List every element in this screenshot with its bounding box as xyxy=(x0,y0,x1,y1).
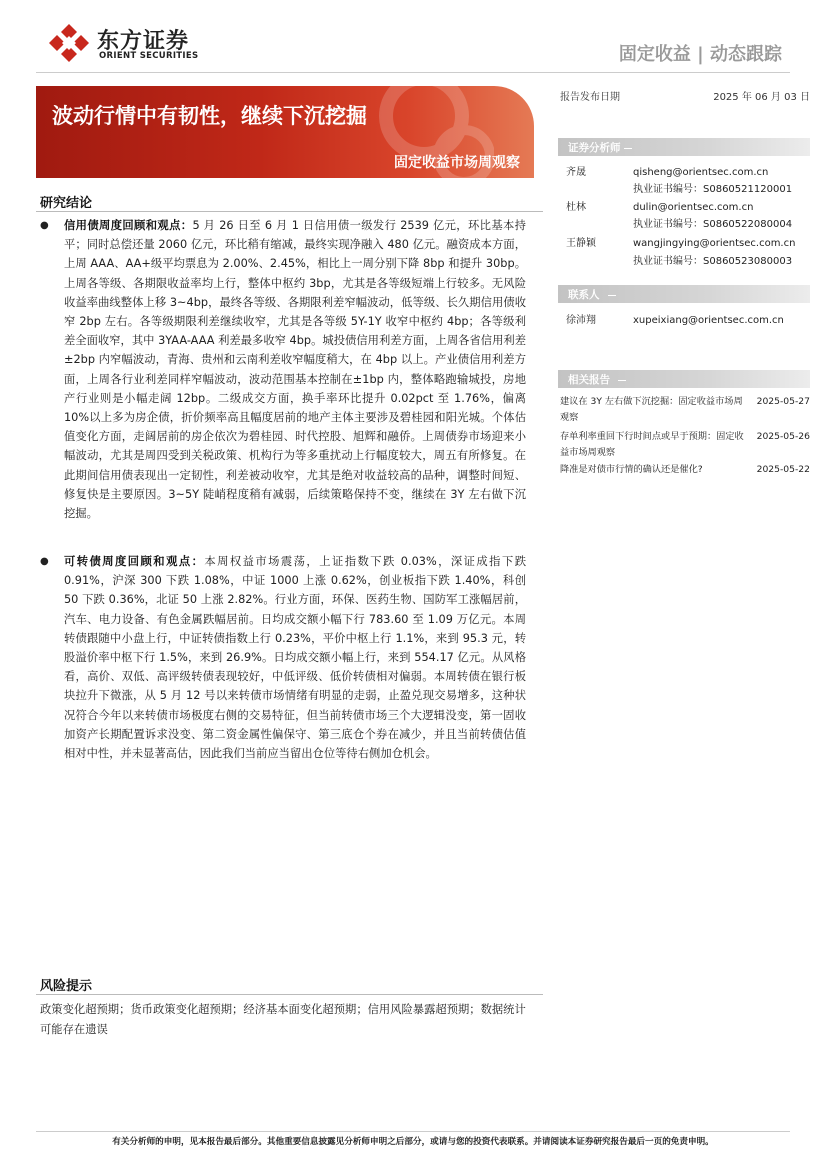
footer-divider xyxy=(36,1131,790,1132)
related-report-item[interactable] xyxy=(560,429,810,461)
contact-section-header xyxy=(558,285,810,303)
report-title: 波动行情中有韧性，继续下沉挖掘 xyxy=(52,104,367,128)
credit-bond-paragraph xyxy=(40,216,526,523)
section-dash xyxy=(624,148,632,149)
report-series: 固定收益市场周观察 xyxy=(394,155,520,171)
publish-date-label: 报告发布日期 xyxy=(560,92,620,103)
convertible-bond-paragraph xyxy=(40,552,526,763)
research-heading: 研究结论 xyxy=(40,196,93,211)
header-divider xyxy=(36,72,790,73)
publish-date-row xyxy=(560,88,810,103)
analyst-email[interactable]: wangjingying@orientsec.com.cn xyxy=(633,238,796,249)
analyst-name: 王静颖 xyxy=(566,238,596,249)
convertible-bond-body: 本周权益市场震荡，上证指数下跌 0.03%，深证成指下跌 0.91%，沪深 300 下跌 1.08%，中证 1000 上涨 0.62%，创业板指下跌 1.40%，科创 50 下跌 0.36%，北证 50 上涨 2.82%。行业方面，环保、医药生物、国防军工涨幅居前，汽车、电力设备、有色金属跌幅居前。日均成交额小幅下行 783.60 至 1.09 万亿元。本周转债跟随中小盘上行，中证转债指数上行 0.23%，平价中枢上行 1.1%，来到 95.3 元，转股溢价率中枢下行 1.5%，来到 26.9%。日均成交额小幅上行，来到 554.17 亿元。从风格看，高价、双低、高评级转债表现较好，中低评级、低价转债相对偏弱。本周转债在银行板块拉升下微涨，从 5 月 12 号以来转债市场情绪有明显的走弱，止盈兑现交易增多，这种状况符合今年以来转债市场极度右侧的交易特征，但当前转债市场三个大逻辑没变，第一固收加资产长期配置诉求没变、第二资金属性偏保守、第三底仓个券在减少，并且当前转债估值相对中性，并未显著高估，因此我们当前应当留出仓位等待右侧加仓机会。 xyxy=(64,555,526,761)
credit-bond-text xyxy=(40,216,526,523)
contact-name: 徐沛翔 xyxy=(566,315,596,326)
logo-en-text: ORIENT SECURITIES xyxy=(99,51,199,61)
analyst-cert: 执业证书编号：S0860522080004 xyxy=(633,219,793,230)
footer-disclaimer: 有关分析师的申明，见本报告最后部分。其他重要信息披露见分析师申明之后部分，或请与您的投资代表联系。并请阅读本证券研究报告最后一页的免责申明。 xyxy=(112,1137,714,1147)
analyst-cert: 执业证书编号：S0860521120001 xyxy=(633,184,793,195)
title-banner xyxy=(36,86,534,178)
related-report-date: 2025-05-22 xyxy=(756,464,810,475)
analyst-cert: 执业证书编号：S0860523080003 xyxy=(633,256,793,267)
related-report-title[interactable]: 降准是对债市行情的确认还是催化? xyxy=(560,464,703,475)
risk-heading-divider xyxy=(36,994,543,995)
analyst-name: 杜林 xyxy=(566,202,586,213)
logo-cn-text: 东方证券 xyxy=(97,29,190,54)
contact-email[interactable]: xupeixiang@orientsec.com.cn xyxy=(633,315,784,326)
related-section-title: 相关报告 xyxy=(568,374,610,386)
credit-bond-label: 信用债周度回顾和观点： xyxy=(64,219,193,232)
convertible-bond-text xyxy=(40,552,526,763)
analyst-email[interactable]: dulin@orientsec.com.cn xyxy=(633,202,754,213)
risk-text: 政策变化超预期；货币政策变化超预期；经济基本面变化超预期；信用风险暴露超预期；数据统计可能存在遗误 xyxy=(40,1003,526,1036)
contact-section-title: 联系人 xyxy=(568,289,600,301)
related-section-header xyxy=(558,370,810,388)
credit-bond-body: 5 月 26 日至 6 月 1 日信用债一级发行 2539 亿元，环比基本持平；同时总偿还量 2060 亿元，环比稍有缩减，最终实现净融入 480 亿元。融资成本方面，上周 AAA、AA+级平均票息为 2.00%、2.45%，相比上一周分别下降 8bp 和提升 30bp。上周各等级、各期限收益率均上行，整体中枢约 3bp，尤其是各等级短端上行较多。无风险收益率曲线整体上移 3~4bp，最终各等级、各期限利差窄幅波动，低等级、长久期信用债收窄 2bp 左右。各等级期限利差继续收窄，尤其是各等级 5Y-1Y 收窄中枢约 4bp；各等级利差全面收窄，其中 3YAA-AAA 利差最多收窄 4bp。城投债信用利差方面，上周各省信用利差±2bp 内窄幅波动，青海、贵州和云南利差收窄幅度稍大，在 4bp 以上。产业债信用利差方面，上周各行业利差同样窄幅波动，波动范围基本控制在±1bp 内，整体略跑输城投，房地产行业则是小幅走阔 12bp。二级成交方面，换手率环比提升 0.02pct 至 1.76%，偏离 10%以上多为房企债，折价频率高且幅度居前的地产主体主要涉及碧桂园和阳光城。个体估值变化方面，走阔居前的房企依次为碧桂园、时代控股、旭辉和融侨。上周债券市场迎来小幅波动，尤其是周四受到关税政策、机构行为等多重扰动上行幅度较大，周五有所修复。在此期间信用债表现出一定韧性，利差被动收窄，尤其是绝对收益较高的品种，调整时间短、修复快是主要原因。3~5Y 陡峭程度稍有减弱，后续策略保持不变，继续在 3Y 左右做下沉挖掘。 xyxy=(64,219,526,521)
bullet-icon: ● xyxy=(40,556,49,567)
report-category: 固定收益 | 动态跟踪 xyxy=(618,44,782,65)
related-report-item[interactable] xyxy=(560,462,810,478)
related-report-title[interactable]: 存单利率重回下行时间点或早于预期：固定收益市场周观察 xyxy=(560,431,744,458)
research-heading-divider xyxy=(36,211,543,212)
logo-mark-icon xyxy=(47,22,91,64)
related-report-item[interactable] xyxy=(560,394,810,426)
analysts-section-header xyxy=(558,138,810,156)
section-dash xyxy=(608,295,616,296)
section-dash xyxy=(618,380,626,381)
analyst-email[interactable]: qisheng@orientsec.com.cn xyxy=(633,167,769,178)
convertible-bond-label: 可转债周度回顾和观点： xyxy=(64,555,205,568)
publish-date-value: 2025 年 06 月 03 日 xyxy=(713,92,810,103)
related-report-date: 2025-05-27 xyxy=(756,396,810,407)
bullet-icon: ● xyxy=(40,220,49,231)
related-report-date: 2025-05-26 xyxy=(756,431,810,442)
analysts-section-title: 证券分析师 xyxy=(568,142,621,154)
company-logo xyxy=(47,22,227,64)
related-report-title[interactable]: 建议在 3Y 左右做下沉挖掘：固定收益市场周观察 xyxy=(560,396,743,423)
risk-heading: 风险提示 xyxy=(40,979,93,994)
analyst-name: 齐晟 xyxy=(566,167,586,178)
